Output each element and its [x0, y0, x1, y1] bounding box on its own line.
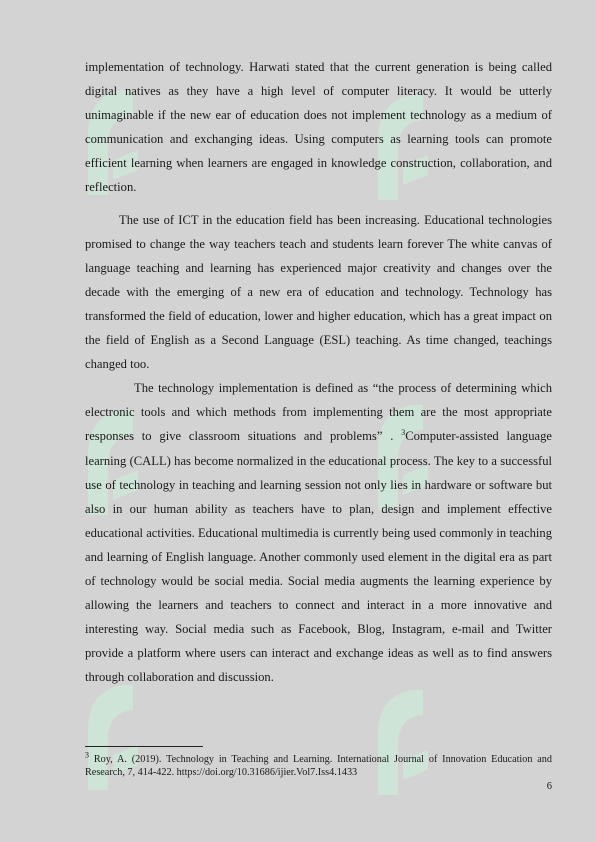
- paragraph: [85, 376, 552, 689]
- footnote: [85, 750, 552, 779]
- body-text: [85, 55, 552, 689]
- paragraph: implementation of technology. Harwati stated that the current generation is being called digital natives as they have a high level of computer literacy. It would be utterly unimaginable if the new ear of education does not implement technology as a medium of communication and exchanging ideas. Using computers as learning tools can promote efficient learning when learners are engaged in knowledge construction, collaboration, and reflection.: [85, 60, 552, 195]
- footnote-text: Roy, A. (2019). Technology in Teaching and Learning. International Journal of Innovation Education and Research, 7, 414-422. https://doi.org/10.31686/ijier.Vol7.Iss4.1433: [85, 754, 552, 778]
- paragraph: The use of ICT in the education field has been increasing. Educational technologies promised to change the way teachers teach and students learn forever The white canvas of language teaching and learning has experienced major creativity and changes over the decade with the emerging of a new era of education and technology. Technology has transformed the field of education, lower and higher education, which has a great impact on the field of English as a Second Language (ESL) teaching. As time changed, teachings changed too.: [85, 212, 552, 372]
- footnote-divider: [85, 746, 203, 747]
- watermark-logo: [78, 670, 148, 800]
- footnote-marker: 3: [85, 750, 89, 760]
- footnote-ref[interactable]: 3: [401, 428, 406, 438]
- paragraph-text: The technology implementation is defined as “the process of determining which electronic tools and which methods from implementing them are the most appropriate responses to give classroom situations and problems” .: [85, 381, 552, 444]
- paragraph-text: Computer-assisted language learning (CALL) has become normalized in the educational process. The key to a successful use of technology in teaching and learning session not only lies in hardware or software but also in our human ability as teachers have to plan, design and implement effective educational activities. Educational multimedia is currently being used commonly in teaching and learning of English language. Another commonly used element in the digital era as part of technology would be social media. Social media augments the learning experience by allowing the learners and teachers to connect and interact in a more innovative and interesting way. Social media such as Facebook, Blog, Instagram, e-mail and Twitter provide a platform where users can interact and exchange ideas as well as to find answers through collaboration and discussion.: [85, 429, 552, 685]
- watermark-logo: [368, 675, 438, 805]
- page-number: 6: [546, 781, 552, 792]
